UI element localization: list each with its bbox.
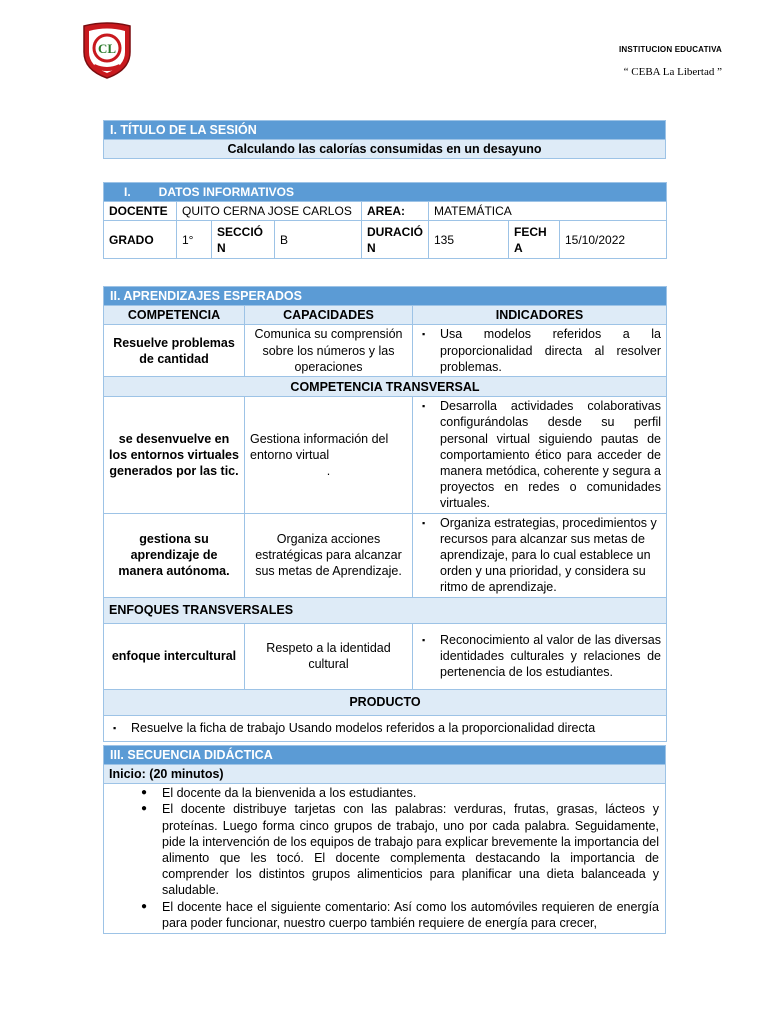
- indicador-cell: ▪ Organiza estrategias, procedimientos y recursos para alcanzar sus metas de aprendizaje, para lo cual establece un orden y una prioridad, y considera su ritmo de aprendizaje.: [413, 513, 667, 597]
- datos-section: [103, 182, 666, 259]
- enfoque-cell: enfoque intercultural: [104, 623, 245, 689]
- list-item: ● El docente distribuye tarjetas con las palabras: verduras, frutas, grasas, lácteos y proteínas. Luego forma cinco grupos de trabajo, uno por cada palabra. Seguidamente, pide la intervención de los equipos de trabajo para explicar brevemente la importancia del alimento que les tocó. El docente complementa destacando la importancia de comprender los distintos grupos alimenticios para planificar una dieta balanceada y saludable.: [110, 801, 659, 898]
- area-value: MATEMÁTICA: [429, 202, 667, 221]
- institution-label: INSTITUCION EDUCATIVA: [618, 45, 722, 54]
- grado-value: 1°: [177, 221, 212, 259]
- competencia-cell: Resuelve problemas de cantidad: [104, 325, 245, 377]
- secuencia-section: [103, 745, 666, 934]
- capacidad-cell: Comunica su comprensión sobre los números y las operaciones: [245, 325, 413, 377]
- inicio-label: Inicio: (20 minutos): [104, 765, 666, 784]
- list-item: ● El docente da la bienvenida a los estudiantes.: [110, 785, 659, 801]
- seccion-value: B: [275, 221, 362, 259]
- duracion-value: 135: [429, 221, 509, 259]
- producto-title: PRODUCTO: [104, 689, 667, 715]
- docente-value: QUITO CERNA JOSE CARLOS: [177, 202, 362, 221]
- col-capacidades: CAPACIDADES: [245, 306, 413, 325]
- capacidad-cell: Organiza acciones estratégicas para alcanzar sus metas de Aprendizaje.: [245, 513, 413, 597]
- indicador-cell: ▪ Reconocimiento al valor de las diversas identidades culturales y relaciones de pertenencia de los estudiantes.: [413, 623, 667, 689]
- session-title-section: [103, 120, 666, 159]
- session-title: Calculando las calorías consumidas en un desayuno: [104, 140, 666, 159]
- indicador-cell: ▪ Desarrolla actividades colaborativas configurándolas desde su perfil personal virtual siguiendo pautas de comportamiento ético para acceder de manera metódica, coherente y segura a proyectos en redes o comunidades virtuales.: [413, 397, 667, 513]
- school-crest-logo: [80, 22, 134, 80]
- capacidad-cell: Gestiona información del entorno virtual .: [245, 397, 413, 513]
- aprendizajes-title: II. APRENDIZAJES ESPERADOS: [104, 287, 667, 306]
- seccion-label: SECCIÓN: [212, 221, 275, 259]
- indicador-cell: ▪ Usa modelos referidos a la proporcionalidad directa al resolver problemas.: [413, 325, 667, 377]
- competencia-cell: se desenvuelve en los entornos virtuales generados por las tic.: [104, 397, 245, 513]
- secuencia-title: III. SECUENCIA DIDÁCTICA: [104, 746, 666, 765]
- enfoques-title: ENFOQUES TRANSVERSALES: [104, 597, 667, 623]
- fecha-value: 15/10/2022: [560, 221, 667, 259]
- inicio-content: [104, 784, 666, 934]
- datos-title: I. DATOS INFORMATIVOS: [104, 183, 667, 202]
- fecha-label: FECHA: [509, 221, 560, 259]
- docente-label: DOCENTE: [104, 202, 177, 221]
- valor-cell: Respeto a la identidad cultural: [245, 623, 413, 689]
- col-indicadores: INDICADORES: [413, 306, 667, 325]
- list-item: ● El docente hace el siguiente comentario: Así como los automóviles requieren de energía para poder funcionar, nuestro cuerpo también requiere de energía para crecer,: [110, 899, 659, 931]
- grado-label: GRADO: [104, 221, 177, 259]
- col-competencia: COMPETENCIA: [104, 306, 245, 325]
- competencia-cell: gestiona su aprendizaje de manera autónoma.: [104, 513, 245, 597]
- producto-cell: ▪ Resuelve la ficha de trabajo Usando modelos referidos a la proporcionalidad directa: [104, 715, 667, 741]
- duracion-label: DURACIÓN: [362, 221, 429, 259]
- transversal-title: COMPETENCIA TRANSVERSAL: [104, 377, 667, 397]
- aprendizajes-section: [103, 286, 666, 742]
- section-title: I. TÍTULO DE LA SESIÓN: [104, 121, 666, 140]
- institution-name: “ CEBA La Libertad ”: [623, 66, 722, 78]
- logo-monogram: CL: [97, 41, 117, 56]
- area-label: AREA:: [362, 202, 429, 221]
